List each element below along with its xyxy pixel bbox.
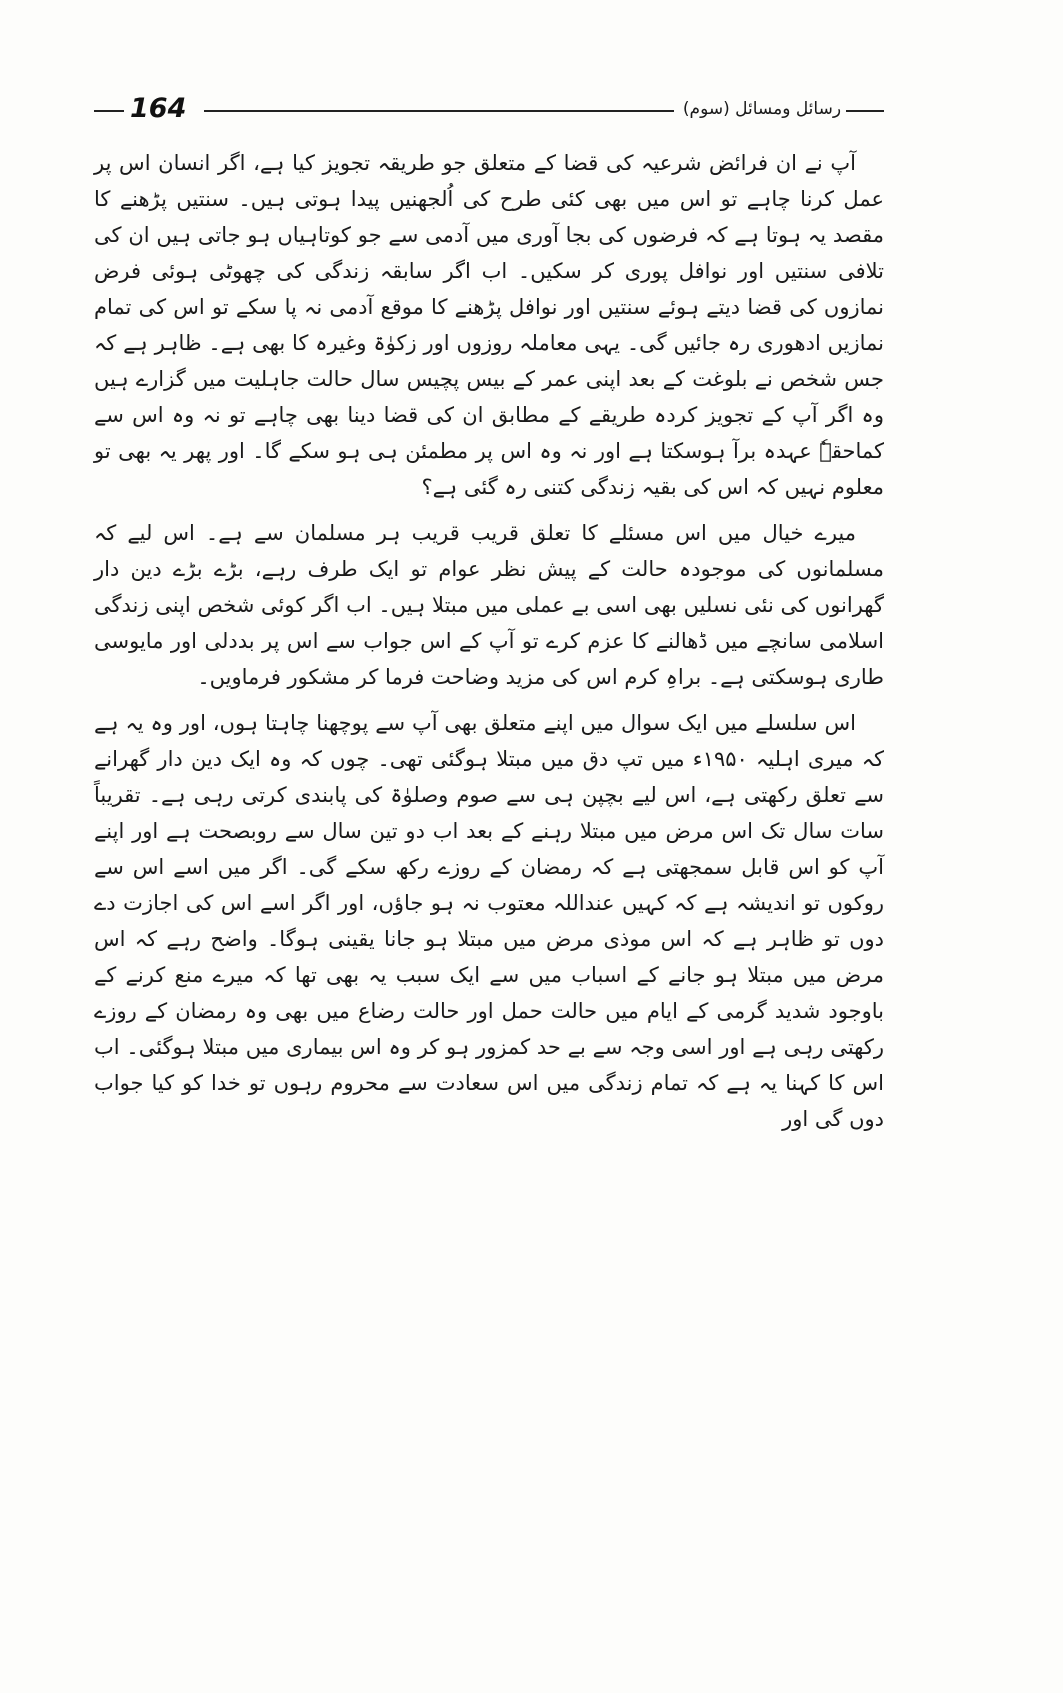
page-number: 164 bbox=[130, 93, 187, 124]
running-header bbox=[94, 92, 884, 132]
book-title: رسائل ومسائل (سوم) bbox=[682, 99, 842, 119]
paragraph-2: میرے خیال میں اس مسئلے کا تعلق قریب قریب ہر مسلمان سے ہے۔ اس لیے کہ مسلمانوں کی موجودہ حالت کے پیش نظر عوام تو ایک طرف رہے، بڑے بڑے دین دار گھرانوں کی نئی نسلیں بھی اسی بے عملی میں مبتلا ہیں۔ اب اگر کوئی شخص اپنی زندگی اسلامی سانچے میں ڈھالنے کا عزم کرے تو آپ کے اس جواب سے اس پر بددلی اور مایوسی طاری ہوسکتی ہے۔ براہِ کرم اس کی مزید وضاحت فرما کر مشکور فرماویں۔ bbox=[94, 521, 884, 689]
header-rule-right bbox=[846, 110, 884, 112]
paragraph-3: اس سلسلے میں ایک سوال میں اپنے متعلق بھی آپ سے پوچھنا چاہتا ہوں، اور وہ یہ ہے کہ میری اہلیہ ۱۹۵۰ء میں تپ دق میں مبتلا ہوگئی تھی۔ چوں کہ وہ ایک دین دار گھرانے سے تعلق رکھتی ہے، اس لیے بچپن ہی سے صوم وصلوٰۃ کی پابندی کرتی رہی ہے۔ تقریباً سات سال تک اس مرض میں مبتلا رہنے کے بعد اب دو تین سال سے روبصحت ہے اور اپنے آپ کو اس قابل سمجھتی ہے کہ رمضان کے روزے رکھ سکے گی۔ اگر میں اسے اس سے روکوں تو اندیشہ ہے کہ کہیں عنداللہ معتوب نہ ہو جاؤں، اور اگر اسے اس کی اجازت دے دوں تو ظاہر ہے کہ اس موذی مرض میں مبتلا ہو جانا یقینی ہوگا۔ واضح رہے کہ اس مرض میں مبتلا ہو جانے کے اسباب میں سے ایک سبب یہ بھی تھا کہ میرے منع کرنے کے باوجود شدید گرمی کے ایام میں حالت حمل اور حالت رضاع میں بھی وہ رمضان کے روزے رکھتی رہی ہے اور اسی وجہ سے بے حد کمزور ہو کر وہ اس بیماری میں مبتلا ہوگئی۔ اب اس کا کہنا یہ ہے کہ تمام زندگی میں اس سعادت سے محروم رہوں تو خدا کو کیا جواب دوں گی اور bbox=[94, 711, 885, 1131]
paragraph-1: آپ نے ان فرائض شرعیہ کی قضا کے متعلق جو طریقہ تجویز کیا ہے، اگر انسان اس پر عمل کرنا چاہے تو اس میں بھی کئی طرح کی اُلجھنیں پیدا ہوتی ہیں۔ سنتیں پڑھنے کا مقصد یہ ہوتا ہے کہ فرضوں کی بجا آوری میں آدمی سے جو کوتاہیاں ہو جاتی ہیں ان کی تلافی سنتیں اور نوافل پوری کر سکیں۔ اب اگر سابقہ زندگی کی چھوٹی ہوئی فرض نمازوں کی قضا دیتے ہوئے سنتیں اور نوافل پڑھنے کا موقع آدمی نہ پا سکے تو اس کی تمام نمازیں ادھوری رہ جائیں گی۔ یہی معاملہ روزوں اور زکوٰۃ وغیرہ کا بھی ہے۔ ظاہر ہے کہ جس شخص نے بلوغت کے بعد اپنی عمر کے بیس پچیس سال حالت جاہلیت میں گزارے ہیں وہ اگر آپ کے تجویز کردہ طریقے کے مطابق ان کی قضا دینا بھی چاہے تو نہ وہ اس سے کماحقہٗ عہدہ برآ ہوسکتا ہے اور نہ وہ اس پر مطمئن ہی ہو سکے گا۔ اور پھر یہ بھی تو معلوم نہیں کہ اس کی بقیہ زندگی کتنی رہ گئی ہے؟ bbox=[94, 151, 884, 499]
header-rule-middle bbox=[204, 110, 674, 112]
page-body-text bbox=[94, 145, 884, 1147]
header-rule-left bbox=[94, 110, 124, 112]
